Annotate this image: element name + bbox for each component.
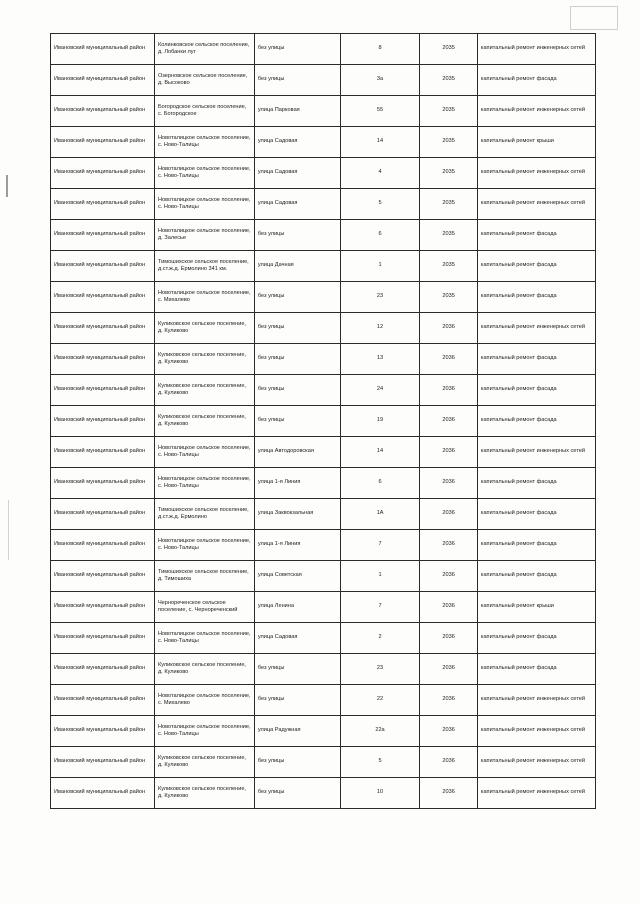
- table-row: [51, 344, 596, 375]
- cell-house: 7: [340, 592, 420, 623]
- cell-year: 2036: [420, 623, 478, 654]
- cell-street: без улицы: [254, 34, 340, 65]
- cell-region: Ивановский муниципальный район: [51, 530, 155, 561]
- cell-work: капитальный ремонт фасада: [477, 468, 595, 499]
- table-row: [51, 65, 596, 96]
- cell-year: 2036: [420, 592, 478, 623]
- schedule-table-container: [50, 33, 596, 809]
- cell-work: капитальный ремонт фасада: [477, 530, 595, 561]
- cell-region: Ивановский муниципальный район: [51, 127, 155, 158]
- cell-work: капитальный ремонт инженерных сетей: [477, 313, 595, 344]
- cell-street: без улицы: [254, 65, 340, 96]
- cell-street: улица Садовая: [254, 158, 340, 189]
- cell-year: 2035: [420, 220, 478, 251]
- cell-street: улица Садовая: [254, 623, 340, 654]
- cell-year: 2036: [420, 375, 478, 406]
- cell-settlement: Чернореченское сельское поселение, с. Чернореченский: [154, 592, 254, 623]
- cell-street: без улицы: [254, 685, 340, 716]
- cell-house: 6: [340, 220, 420, 251]
- cell-year: 2036: [420, 468, 478, 499]
- cell-street: без улицы: [254, 654, 340, 685]
- table-row: [51, 778, 596, 809]
- cell-settlement: Новоталицкое сельское поселение, с. Михалево: [154, 282, 254, 313]
- cell-settlement: Новоталицкое сельское поселение, д. Залесье: [154, 220, 254, 251]
- cell-house: 8: [340, 34, 420, 65]
- cell-year: 2036: [420, 499, 478, 530]
- cell-street: без улицы: [254, 747, 340, 778]
- table-row: [51, 499, 596, 530]
- cell-region: Ивановский муниципальный район: [51, 158, 155, 189]
- table-row: [51, 592, 596, 623]
- cell-year: 2035: [420, 96, 478, 127]
- cell-settlement: Куликовское сельское поселение, д. Куликово: [154, 406, 254, 437]
- cell-work: капитальный ремонт фасада: [477, 220, 595, 251]
- cell-year: 2036: [420, 313, 478, 344]
- cell-region: Ивановский муниципальный район: [51, 468, 155, 499]
- table-row: [51, 561, 596, 592]
- cell-work: капитальный ремонт крыши: [477, 592, 595, 623]
- cell-house: 1: [340, 561, 420, 592]
- cell-settlement: Новоталицкое сельское поселение, с. Ново-Талицы: [154, 716, 254, 747]
- cell-work: капитальный ремонт инженерных сетей: [477, 189, 595, 220]
- cell-settlement: Куликовское сельское поселение, д. Куликово: [154, 654, 254, 685]
- cell-region: Ивановский муниципальный район: [51, 778, 155, 809]
- table-row: [51, 96, 596, 127]
- cell-year: 2035: [420, 65, 478, 96]
- table-row: [51, 313, 596, 344]
- cell-house: 55: [340, 96, 420, 127]
- cell-region: Ивановский муниципальный район: [51, 716, 155, 747]
- table-row: [51, 251, 596, 282]
- cell-house: 4: [340, 158, 420, 189]
- table-row: [51, 685, 596, 716]
- cell-house: 5: [340, 747, 420, 778]
- cell-street: улица Автодоровская: [254, 437, 340, 468]
- cell-street: без улицы: [254, 282, 340, 313]
- table-row: [51, 220, 596, 251]
- cell-year: 2035: [420, 34, 478, 65]
- cell-year: 2036: [420, 747, 478, 778]
- cell-year: 2035: [420, 127, 478, 158]
- cell-year: 2036: [420, 437, 478, 468]
- cell-street: улица Садовая: [254, 127, 340, 158]
- cell-settlement: Куликовское сельское поселение, д. Куликово: [154, 778, 254, 809]
- cell-house: 1: [340, 251, 420, 282]
- cell-year: 2035: [420, 189, 478, 220]
- cell-settlement: Новоталицкое сельское поселение, с. Ново-Талицы: [154, 530, 254, 561]
- table-row: [51, 34, 596, 65]
- cell-year: 2036: [420, 716, 478, 747]
- cell-house: 23: [340, 282, 420, 313]
- cell-house: 12: [340, 313, 420, 344]
- cell-region: Ивановский муниципальный район: [51, 499, 155, 530]
- cell-settlement: Колинковское сельское поселение, д. Лобанки луг: [154, 34, 254, 65]
- table-row: [51, 189, 596, 220]
- cell-settlement: Новоталицкое сельское поселение, с. Ново-Талицы: [154, 623, 254, 654]
- cell-house: 23: [340, 654, 420, 685]
- cell-settlement: Тимошихское сельское поселение, д. Тимошиха: [154, 561, 254, 592]
- cell-house: 14: [340, 437, 420, 468]
- cell-house: 24: [340, 375, 420, 406]
- cell-work: капитальный ремонт фасада: [477, 406, 595, 437]
- cell-region: Ивановский муниципальный район: [51, 592, 155, 623]
- cell-street: улица Парковая: [254, 96, 340, 127]
- cell-work: капитальный ремонт фасада: [477, 654, 595, 685]
- cell-year: 2036: [420, 406, 478, 437]
- cell-work: капитальный ремонт инженерных сетей: [477, 716, 595, 747]
- cell-year: 2036: [420, 344, 478, 375]
- capital-repair-schedule-table: [50, 33, 596, 809]
- cell-street: улица 1-я Линия: [254, 530, 340, 561]
- cell-street: улица Советская: [254, 561, 340, 592]
- cell-street: улица Дачная: [254, 251, 340, 282]
- cell-settlement: Тимошихское сельское поселение, д.ст.ж.д. Ермолино 341 км.: [154, 251, 254, 282]
- cell-work: капитальный ремонт инженерных сетей: [477, 158, 595, 189]
- cell-work: капитальный ремонт инженерных сетей: [477, 778, 595, 809]
- table-row: [51, 623, 596, 654]
- cell-region: Ивановский муниципальный район: [51, 623, 155, 654]
- cell-year: 2035: [420, 282, 478, 313]
- cell-house: 1А: [340, 499, 420, 530]
- cell-house: 13: [340, 344, 420, 375]
- cell-region: Ивановский муниципальный район: [51, 34, 155, 65]
- cell-house: 7: [340, 530, 420, 561]
- cell-work: капитальный ремонт инженерных сетей: [477, 437, 595, 468]
- cell-work: капитальный ремонт фасада: [477, 375, 595, 406]
- cell-year: 2036: [420, 685, 478, 716]
- cell-house: 19: [340, 406, 420, 437]
- scan-artifact-top-right: [570, 6, 618, 30]
- cell-year: 2036: [420, 530, 478, 561]
- cell-settlement: Новоталицкое сельское поселение, с. Ново-Талицы: [154, 158, 254, 189]
- cell-work: капитальный ремонт фасада: [477, 561, 595, 592]
- cell-settlement: Богородское сельское поселение, с. Богородское: [154, 96, 254, 127]
- table-body: [51, 34, 596, 809]
- cell-street: без улицы: [254, 220, 340, 251]
- cell-street: улица Ленина: [254, 592, 340, 623]
- table-row: [51, 437, 596, 468]
- cell-street: без улицы: [254, 778, 340, 809]
- cell-street: без улицы: [254, 344, 340, 375]
- table-row: [51, 716, 596, 747]
- cell-region: Ивановский муниципальный район: [51, 251, 155, 282]
- cell-work: капитальный ремонт фасада: [477, 623, 595, 654]
- cell-settlement: Куликовское сельское поселение, д. Куликово: [154, 344, 254, 375]
- cell-settlement: Новоталицкое сельское поселение, с. Ново-Талицы: [154, 127, 254, 158]
- cell-year: 2035: [420, 251, 478, 282]
- table-row: [51, 747, 596, 778]
- cell-year: 2036: [420, 654, 478, 685]
- table-row: [51, 375, 596, 406]
- cell-work: капитальный ремонт фасада: [477, 251, 595, 282]
- table-row: [51, 282, 596, 313]
- cell-house: 2: [340, 623, 420, 654]
- table-row: [51, 468, 596, 499]
- cell-region: Ивановский муниципальный район: [51, 406, 155, 437]
- table-row: [51, 158, 596, 189]
- cell-house: 5: [340, 189, 420, 220]
- table-row: [51, 406, 596, 437]
- cell-house: 10: [340, 778, 420, 809]
- cell-region: Ивановский муниципальный район: [51, 65, 155, 96]
- cell-region: Ивановский муниципальный район: [51, 747, 155, 778]
- table-row: [51, 127, 596, 158]
- cell-settlement: Новоталицкое сельское поселение, с. Ново-Талицы: [154, 189, 254, 220]
- cell-settlement: Куликовское сельское поселение, д. Куликово: [154, 375, 254, 406]
- cell-work: капитальный ремонт фасада: [477, 65, 595, 96]
- cell-work: капитальный ремонт фасада: [477, 499, 595, 530]
- cell-region: Ивановский муниципальный район: [51, 437, 155, 468]
- cell-year: 2035: [420, 158, 478, 189]
- cell-work: капитальный ремонт инженерных сетей: [477, 685, 595, 716]
- cell-street: без улицы: [254, 313, 340, 344]
- cell-work: капитальный ремонт инженерных сетей: [477, 747, 595, 778]
- cell-region: Ивановский муниципальный район: [51, 282, 155, 313]
- cell-work: капитальный ремонт фасада: [477, 282, 595, 313]
- cell-year: 2036: [420, 561, 478, 592]
- cell-settlement: Новоталицкое сельское поселение, с. Ново-Талицы: [154, 437, 254, 468]
- cell-region: Ивановский муниципальный район: [51, 344, 155, 375]
- cell-settlement: Озерновское сельское поселение, д. Высоково: [154, 65, 254, 96]
- cell-work: капитальный ремонт инженерных сетей: [477, 34, 595, 65]
- cell-street: без улицы: [254, 375, 340, 406]
- cell-work: капитальный ремонт инженерных сетей: [477, 96, 595, 127]
- cell-region: Ивановский муниципальный район: [51, 375, 155, 406]
- cell-region: Ивановский муниципальный район: [51, 561, 155, 592]
- cell-house: 14: [340, 127, 420, 158]
- cell-settlement: Куликовское сельское поселение, д. Куликово: [154, 747, 254, 778]
- scan-artifact-left-dots: [8, 500, 9, 560]
- cell-settlement: Новоталицкое сельское поселение, с. Ново-Талицы: [154, 468, 254, 499]
- cell-work: капитальный ремонт крыши: [477, 127, 595, 158]
- cell-house: 22а: [340, 716, 420, 747]
- cell-street: улица Садовая: [254, 189, 340, 220]
- cell-region: Ивановский муниципальный район: [51, 189, 155, 220]
- cell-street: без улицы: [254, 406, 340, 437]
- cell-house: 6: [340, 468, 420, 499]
- cell-street: улица Заквокзальная: [254, 499, 340, 530]
- cell-work: капитальный ремонт фасада: [477, 344, 595, 375]
- cell-street: улица 1-я Линия: [254, 468, 340, 499]
- cell-region: Ивановский муниципальный район: [51, 654, 155, 685]
- cell-region: Ивановский муниципальный район: [51, 313, 155, 344]
- scan-artifact-left-dash: [6, 175, 8, 197]
- cell-house: 22: [340, 685, 420, 716]
- cell-region: Ивановский муниципальный район: [51, 96, 155, 127]
- table-row: [51, 530, 596, 561]
- cell-street: улица Радужная: [254, 716, 340, 747]
- cell-settlement: Тимошихское сельское поселение, д.ст.ж.д. Ермолино: [154, 499, 254, 530]
- cell-house: 3а: [340, 65, 420, 96]
- cell-region: Ивановский муниципальный район: [51, 685, 155, 716]
- cell-settlement: Новоталицкое сельское поселение, с. Михалево: [154, 685, 254, 716]
- table-row: [51, 654, 596, 685]
- cell-settlement: Куликовское сельское поселение, д. Куликово: [154, 313, 254, 344]
- cell-year: 2036: [420, 778, 478, 809]
- cell-region: Ивановский муниципальный район: [51, 220, 155, 251]
